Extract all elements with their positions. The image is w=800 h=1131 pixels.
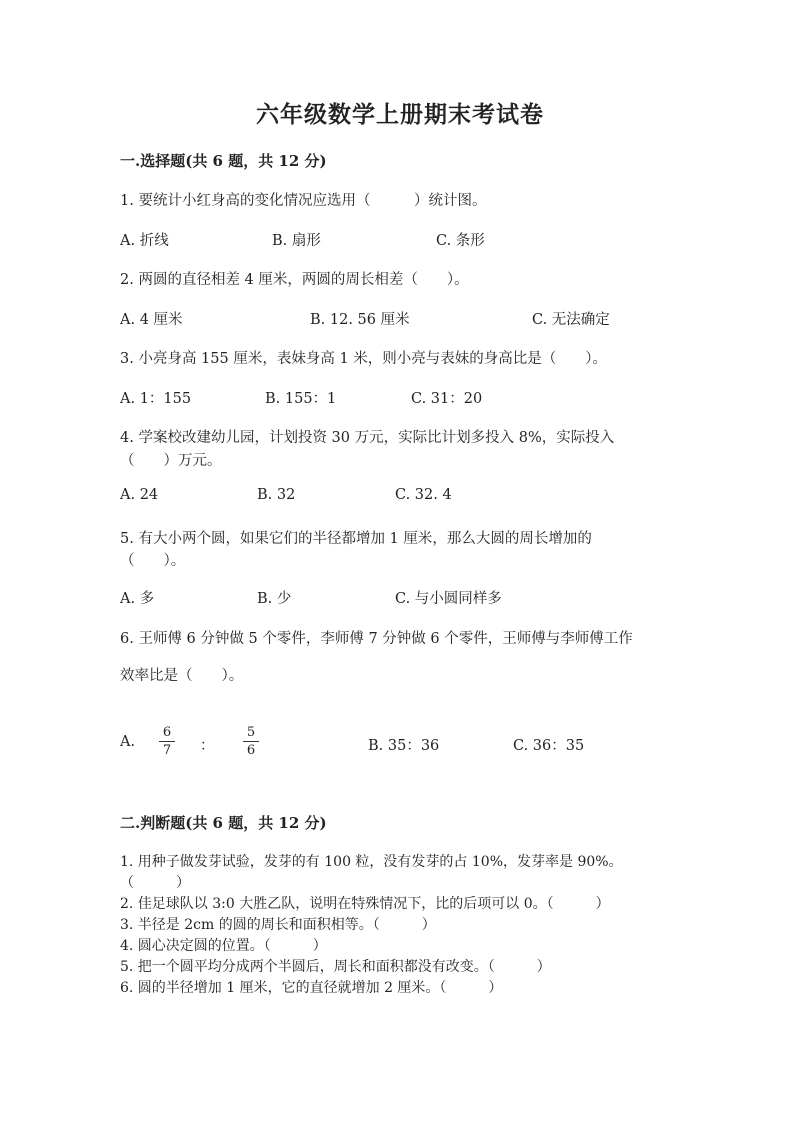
- judgement-item: 6. 圆的半径增加 1 厘米，它的直径就增加 2 厘米。（ ）: [120, 980, 503, 996]
- section-heading-judgement: 二.判断题(共 6 题，共 12 分): [120, 814, 327, 832]
- question-6-option-a-label: A.: [120, 734, 136, 750]
- fraction-denominator: 7: [162, 743, 172, 758]
- question-6-stem-line2: 效率比是（ ）。: [120, 668, 244, 684]
- judgement-item: （ ）: [120, 875, 190, 891]
- question-5-option-c: C. 与小圆同样多: [395, 591, 502, 607]
- fraction-bar: [159, 741, 175, 742]
- question-5-option-a: A. 多: [120, 591, 155, 607]
- judgement-item: 4. 圆心决定圆的位置。（ ）: [120, 938, 327, 954]
- question-4-option-a: A. 24: [120, 487, 159, 503]
- question-5-option-b: B. 少: [257, 591, 292, 607]
- question-5-stem-line2: （ ）。: [120, 553, 186, 569]
- question-4-option-b: B. 32: [257, 487, 296, 503]
- question-4-stem-line1: 4. 学案校改建幼儿园，计划投资 30 万元，实际比计划多投入 8%，实际投入: [120, 430, 615, 446]
- question-2-option-b: B. 12. 56 厘米: [310, 312, 410, 328]
- question-3-option-b: B. 155：1: [265, 391, 337, 407]
- fraction-numerator: 5: [246, 725, 256, 740]
- fraction-numerator: 6: [162, 725, 172, 740]
- question-1-option-b: B. 扇形: [272, 233, 321, 249]
- question-3-option-a: A. 1：155: [120, 391, 192, 407]
- section-heading-choice: 一.选择题(共 6 题，共 12 分): [120, 152, 327, 170]
- question-2-stem: 2. 两圆的直径相差 4 厘米，两圆的周长相差（ ）。: [120, 272, 469, 288]
- question-6-option-a-colon: ：: [200, 738, 215, 754]
- question-1-option-a: A. 折线: [120, 233, 169, 249]
- question-1-option-c: C. 条形: [436, 233, 485, 249]
- question-4-stem-line2: （ ）万元。: [120, 453, 222, 469]
- fraction-bar: [243, 741, 259, 742]
- judgement-item: 5. 把一个圆平均分成两个半圆后，周长和面积都没有改变。（ ）: [120, 959, 551, 975]
- question-3-stem: 3. 小亮身高 155 厘米，表妹身高 1 米，则小亮与表妹的身高比是（ ）。: [120, 351, 608, 367]
- question-6-stem-line1: 6. 王师傅 6 分钟做 5 个零件，李师傅 7 分钟做 6 个零件，王师傅与李师傅工作: [120, 631, 633, 647]
- judgement-item: 1. 用种子做发芽试验，发芽的有 100 粒，没有发芽的占 10%，发芽率是 90%。: [120, 854, 623, 870]
- question-2-option-a: A. 4 厘米: [120, 312, 183, 328]
- question-3-option-c: C. 31：20: [411, 391, 483, 407]
- question-6-fraction-five-sixths: [243, 725, 259, 758]
- question-4-option-c: C. 32. 4: [395, 487, 452, 503]
- fraction-denominator: 6: [246, 743, 256, 758]
- exam-title: 六年级数学上册期末考试卷: [256, 101, 544, 128]
- question-2-option-c: C. 无法确定: [532, 312, 610, 328]
- question-5-stem-line1: 5. 有大小两个圆，如果它们的半径都增加 1 厘米，那么大圆的周长增加的: [120, 531, 592, 547]
- question-6-option-c: C. 36：35: [513, 738, 585, 754]
- question-6-fraction-six-sevenths: [159, 725, 175, 758]
- judgement-item: 2. 佳足球队以 3:0 大胜乙队，说明在特殊情况下，比的后项可以 0。（ ）: [120, 896, 610, 912]
- judgement-item: 3. 半径是 2cm 的圆的周长和面积相等。（ ）: [120, 917, 436, 933]
- question-6-option-b: B. 35：36: [368, 738, 440, 754]
- question-1-stem: 1. 要统计小红身高的变化情况应选用（ ）统计图。: [120, 193, 487, 209]
